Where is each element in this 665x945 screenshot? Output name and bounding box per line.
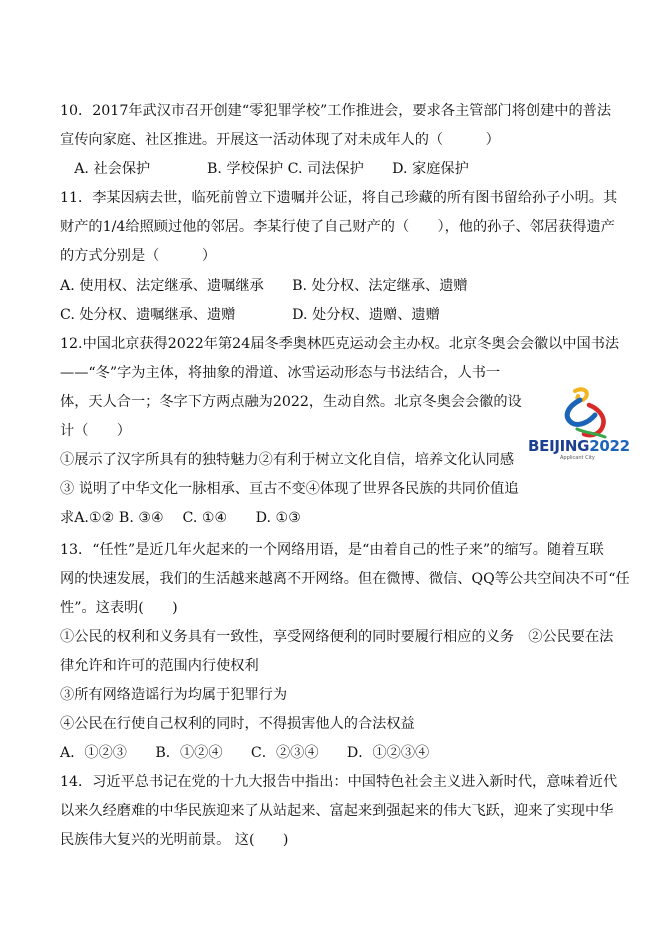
q11-stem-line3: 的方式分别是（ ） bbox=[60, 248, 217, 264]
q10-options: A. 社会保护 B. 学校保护 C. 司法保护 D. 家庭保护 bbox=[60, 161, 469, 177]
q11-stem-line2: 财产的1/4给照顾过他的邻居。李某行使了自己财产的（ ），他的孙子、邻居获得遗产 bbox=[60, 219, 615, 235]
q13-statement-1-2: ①公民的权利和义务具有一致性，享受网络便利的同时要履行相应的义务 ②公民要在法 bbox=[60, 629, 614, 645]
emblem-word-year: 2022 bbox=[589, 437, 630, 455]
q13-statement-3: ③所有网络造谣行为均属于犯罪行为 bbox=[60, 687, 288, 703]
q12-stem-line3: 体，天人合一；冬字下方两点融为2022，生动自然。北京冬奥会会徽的设 bbox=[60, 394, 522, 410]
q10-stem-line1: 10．2017年武汉市召开创建“零犯罪学校”工作推进会，要求各主管部门将创建中的普法 bbox=[60, 103, 612, 119]
q13-stem-line1: 13．“任性”是近几年火起来的一个网络用语，是“由着自己的性子来”的缩写。随着互联 bbox=[60, 542, 604, 558]
q13-statement-4: ④公民在行使自己权利的同时，不得损害他人的合法权益 bbox=[60, 716, 415, 732]
q14-stem-line3: 民族伟大复兴的光明前景。 这( ) bbox=[60, 832, 289, 848]
q12-statement-3-4: ③ 说明了中华文化一脉相承、亘古不变④体现了世界各民族的共同价值追 bbox=[60, 481, 519, 497]
beijing-2022-emblem bbox=[523, 385, 651, 467]
q11-stem-line1: 11．李某因病去世，临死前曾立下遗嘱并公证，将自己珍藏的所有图书留给孙子小明。其 bbox=[60, 190, 618, 206]
q12-stem-line4: 计（ ） bbox=[60, 423, 131, 439]
q13-stem-line2: 网的快速发展，我们的生活越来越离不开网络。但在微博、微信、QQ等公共空间决不可“任 bbox=[60, 571, 630, 587]
q14-stem-line2: 以来久经磨难的中华民族迎来了从站起来、富起来到强起来的伟大飞跃，迎来了实现中华 bbox=[60, 803, 614, 819]
q13-stem-line3: 性”。这表明( ) bbox=[60, 600, 178, 616]
q12-statement-1-2: ①展示了汉字所具有的独特魅力②有利于树立文化自信，培养文化认同感 bbox=[60, 452, 515, 468]
q11-options-ab: A. 使用权、法定继承、遗嘱继承 B. 处分权、法定继承、遗赠 bbox=[60, 278, 468, 294]
emblem-wordmark bbox=[528, 437, 630, 455]
q12-stem-line1: 12.中国北京获得2022年第24届冬季奥林匹克运动会主办权。北京冬奥会会徽以中国书法 bbox=[60, 336, 620, 352]
emblem-dong-glyph-icon bbox=[523, 385, 651, 440]
q12-stem-line2: ——“冬”字为主体，将抽象的滑道、冰雪运动形态与书法结合，人书一 bbox=[60, 365, 501, 381]
q14-stem-line1: 14．习近平总书记在党的十九大报告中指出：中国特色社会主义进入新时代，意味着近代 bbox=[60, 774, 618, 790]
q11-options-cd: C. 处分权、遗嘱继承、遗赠 D. 处分权、遗赠、遗赠 bbox=[60, 307, 440, 323]
q10-stem-line2: 宣传向家庭、社区推进。开展这一活动体现了对未成年人的（ ） bbox=[60, 132, 500, 148]
q12-options: 求A.①② B. ③④ C. ①④ D. ①③ bbox=[60, 510, 301, 526]
emblem-subtitle: Applicant City bbox=[560, 455, 595, 461]
q13-options: A．①②③ B．①②④ C．②③④ D．①②③④ bbox=[60, 745, 430, 761]
emblem-word-beijing: BEIJING bbox=[528, 437, 590, 455]
q13-statement-2-cont: 律允许和许可的范围内行使权利 bbox=[60, 658, 259, 674]
